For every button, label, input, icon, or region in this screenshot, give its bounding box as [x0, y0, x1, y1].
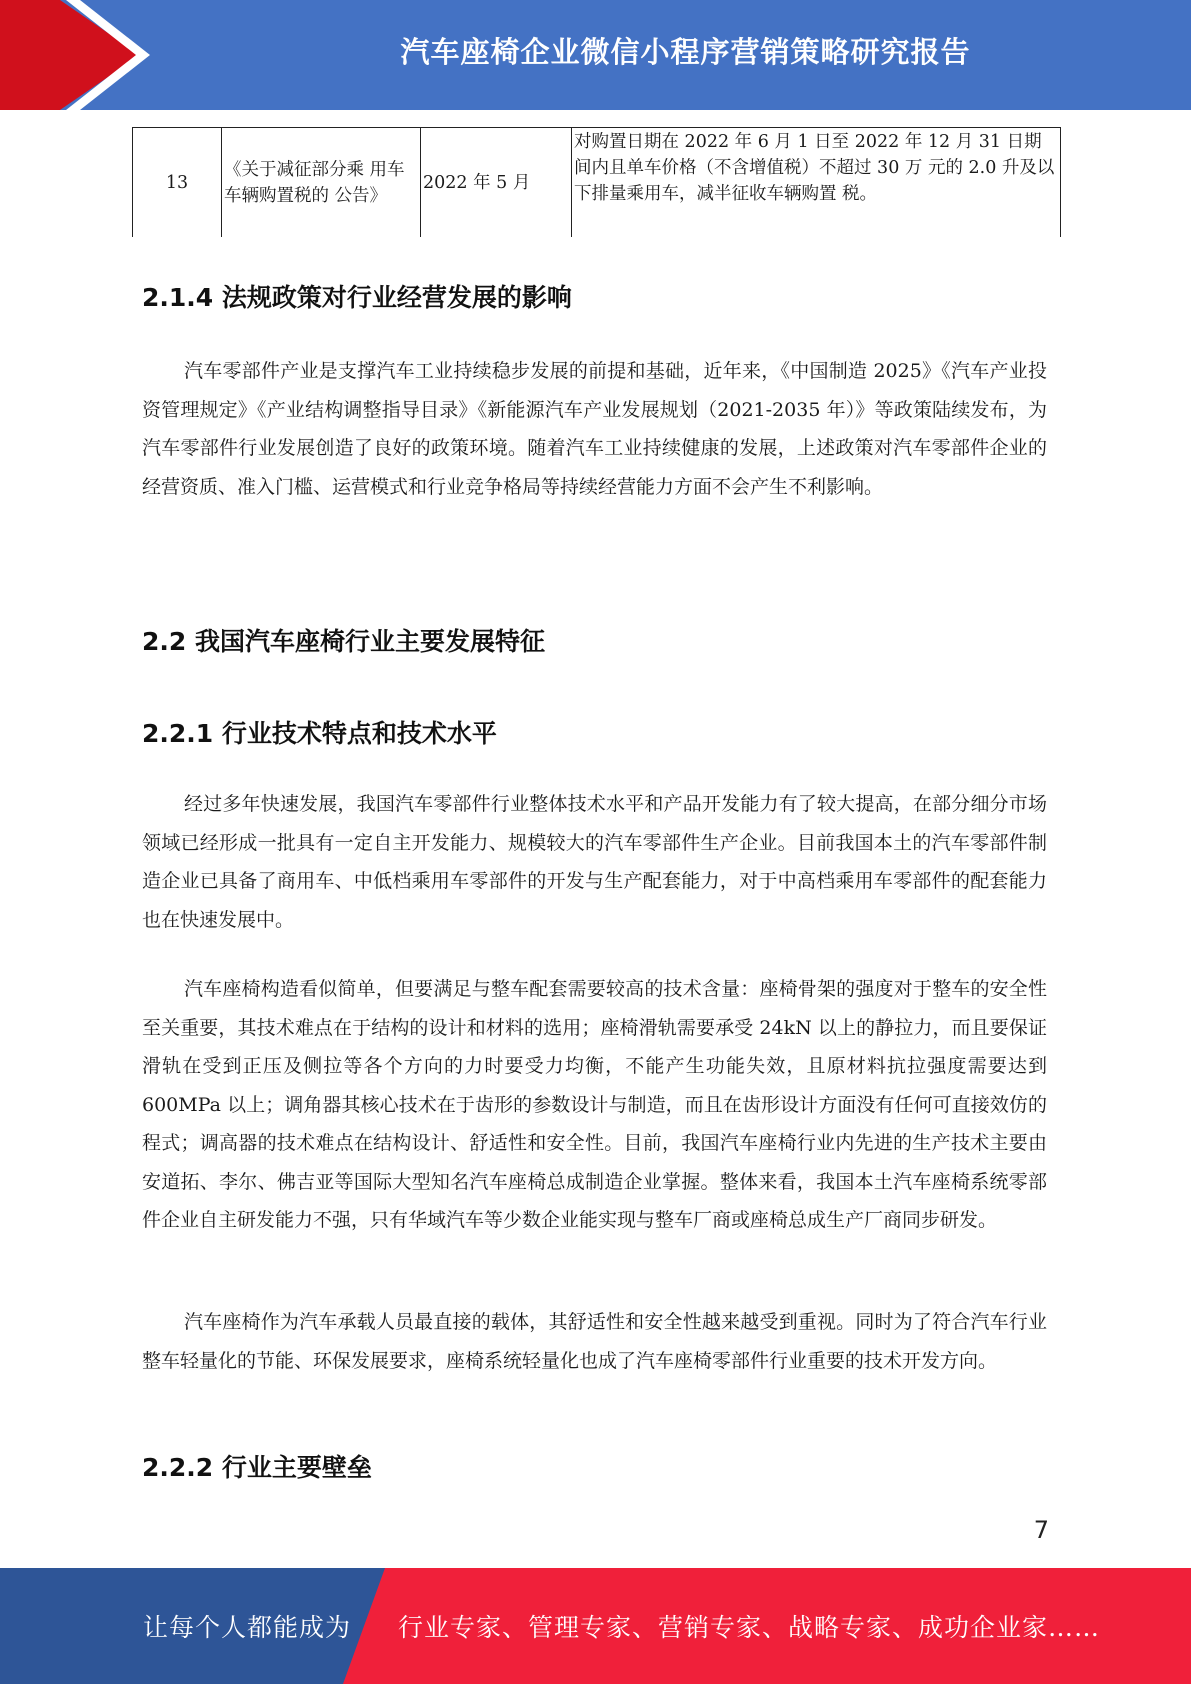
section-heading-2-2: 2.2 我国汽车座椅行业主要发展特征: [142, 627, 545, 656]
paragraph-2-2-1-a: 经过多年快速发展，我国汽车零部件行业整体技术水平和产品开发能力有了较大提高，在部分细分市场领域已经形成一批具有一定自主开发能力、规模较大的汽车零部件生产企业。目前我国本土的汽车零部件制造企业已具备了商用车、中低档乘用车零部件的开发与生产配套能力，对于中高档乘用车零部件的配套能力也在快速发展中。: [142, 793, 1047, 931]
table-cell-policy-name: 《关于减征部分乘 用车车辆购置税的 公告》: [222, 128, 421, 238]
header-arrow-decoration: [0, 0, 160, 110]
table-row: [133, 128, 1061, 238]
table-cell-date: 2022 年 5 月: [421, 128, 572, 238]
page-number: 7: [1033, 1516, 1049, 1544]
table-cell-number: 13: [133, 128, 222, 238]
paragraph-2-2-1-c: 汽车座椅作为汽车承载人员最直接的载体，其舒适性和安全性越来越受到重视。同时为了符合汽车行业整车轻量化的节能、环保发展要求，座椅系统轻量化也成了汽车座椅零部件行业重要的技术开发方向。: [142, 1311, 1047, 1372]
footer-banner: [0, 1568, 1191, 1684]
paragraph-2-1-4: 汽车零部件产业是支撑汽车工业持续稳步发展的前提和基础，近年来，《中国制造 2025》《汽车产业投资管理规定》《产业结构调整指导目录》《新能源汽车产业发展规划（2021-2035 年）》等政策陆续发布，为汽车零部件行业发展创造了良好的政策环境。随着汽车工业持续健康的发展，上述政策对汽车零部件企业的经营资质、准入门槛、运营模式和行业竞争格局等持续经营能力方面不会产生不利影响。: [142, 360, 1047, 498]
section-heading-2-1-4: 2.1.4 法规政策对行业经营发展的影响: [142, 283, 572, 312]
section-heading-2-2-1: 2.2.1 行业技术特点和技术水平: [142, 719, 497, 748]
footer-slogan-right: 行业专家、管理专家、营销专家、战略专家、成功企业家……: [398, 1613, 1101, 1642]
section-heading-2-2-2: 2.2.2 行业主要壁垒: [142, 1453, 372, 1482]
header-title: 汽车座椅企业微信小程序营销策略研究报告: [400, 34, 971, 69]
table-cell-content: 对购置日期在 2022 年 6 月 1 日至 2022 年 12 月 31 日期间内且单车价格（不含增值税）不超过 30 万 元的 2.0 升及以下排量乘用车，减半征收车辆购置 税。: [572, 128, 1061, 238]
footer-slogan-left: 让每个人都能成为: [143, 1613, 352, 1642]
header-banner: [0, 0, 1191, 110]
paragraph-2-2-1-b: 汽车座椅构造看似简单，但要满足与整车配套需要较高的技术含量：座椅骨架的强度对于整车的安全性至关重要，其技术难点在于结构的设计和材料的选用；座椅滑轨需要承受 24kN 以上的静拉力，而且要保证滑轨在受到正压及侧拉等各个方向的力时要受力均衡，不能产生功能失效，且原材料抗拉强度需要达到 600MPa 以上；调角器其核心技术在于齿形的参数设计与制造，而且在齿形设计方面没有任何可直接效仿的程式；调高器的技术难点在结构设计、舒适性和安全性。目前，我国汽车座椅行业内先进的生产技术主要由安道拓、李尔、佛吉亚等国际大型知名汽车座椅总成制造企业掌握。整体来看，我国本土汽车座椅系统零部件企业自主研发能力不强，只有华域汽车等少数企业能实现与整车厂商或座椅总成生产厂商同步研发。: [142, 978, 1047, 1231]
policy-table: [132, 127, 1061, 237]
